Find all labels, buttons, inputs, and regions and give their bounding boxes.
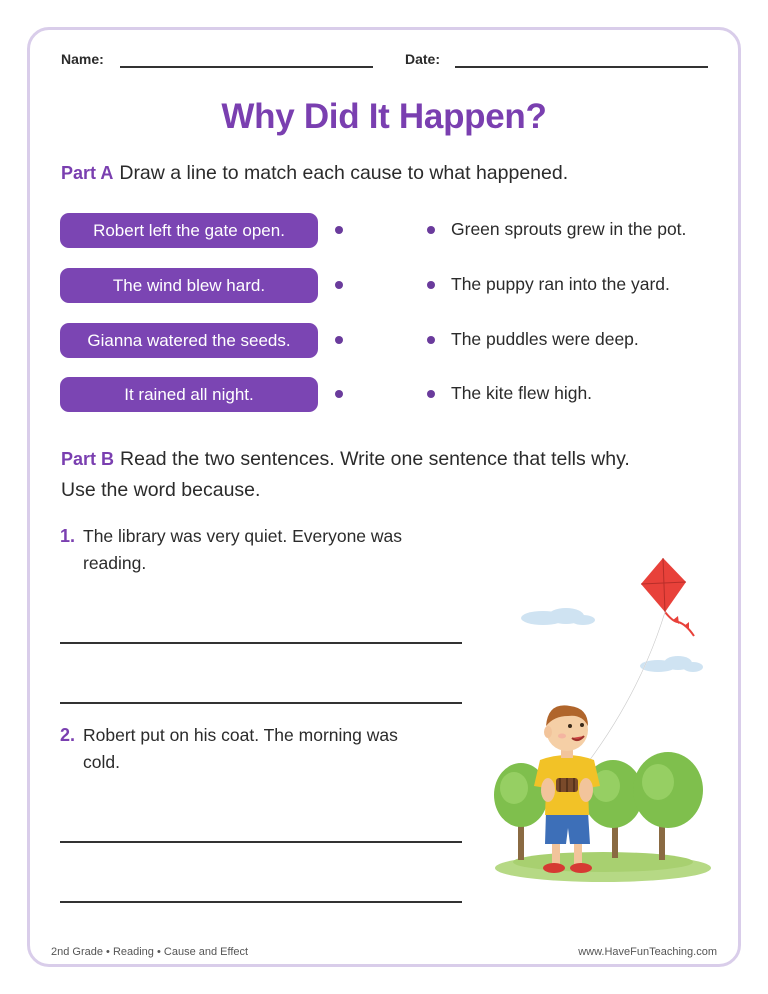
cloud-icon [521,608,595,625]
name-label: Name: [61,51,104,67]
cause-dot[interactable] [335,281,343,289]
question-text [83,722,463,776]
cause-box: Robert left the gate open. [60,213,318,248]
cause-box: Gianna watered the seeds. [60,323,318,358]
kite-icon [641,558,694,636]
part-a-instruction [61,158,568,188]
cause-box: The wind blew hard. [60,268,318,303]
footer-website: www.HaveFunTeaching.com [578,946,717,958]
part-b-label: Part B [61,449,115,469]
tree-icon [633,752,703,860]
answer-line[interactable] [60,841,462,843]
effect-dot[interactable] [427,390,435,398]
part-a-text: Draw a line to match each cause to what happened. [119,162,569,184]
part-b-instruction [61,444,630,474]
name-field[interactable] [120,66,373,68]
effect-dot[interactable] [427,336,435,344]
question-number: 1. [60,526,76,546]
question-line: The library was very quiet. Everyone was [83,526,403,546]
answer-line[interactable] [60,642,462,644]
effect-text: Green sprouts grew in the pot. [451,219,687,239]
cause-dot[interactable] [335,390,343,398]
cloud-icon [640,656,703,672]
question-number: 2. [60,725,76,745]
question-line: cold. [83,752,120,772]
question-text [83,523,463,577]
part-a-label: Part A [61,163,114,183]
answer-line[interactable] [60,702,462,704]
effect-dot[interactable] [427,281,435,289]
boy-flying-kite-illustration [488,550,718,890]
cause-dot[interactable] [335,226,343,234]
date-label: Date: [405,51,441,67]
effect-text: The puddles were deep. [451,329,639,349]
page-title: Why Did It Happen? [221,97,547,136]
effect-dot[interactable] [427,226,435,234]
part-b-instruction-2: Use the word because. [61,479,261,501]
footer-course-info: 2nd Grade • Reading • Cause and Effect [51,946,249,958]
cause-box: It rained all night. [60,377,318,412]
date-field[interactable] [455,66,708,68]
question-line: reading. [83,553,147,573]
answer-line[interactable] [60,901,462,903]
effect-text: The kite flew high. [451,383,593,403]
question-line: Robert put on his coat. The morning was [83,725,398,745]
boy-icon [534,705,600,873]
cause-dot[interactable] [335,336,343,344]
part-b-text: Read the two sentences. Write one sentence that tells why. [120,448,630,470]
effect-text: The puppy ran into the yard. [451,274,670,294]
